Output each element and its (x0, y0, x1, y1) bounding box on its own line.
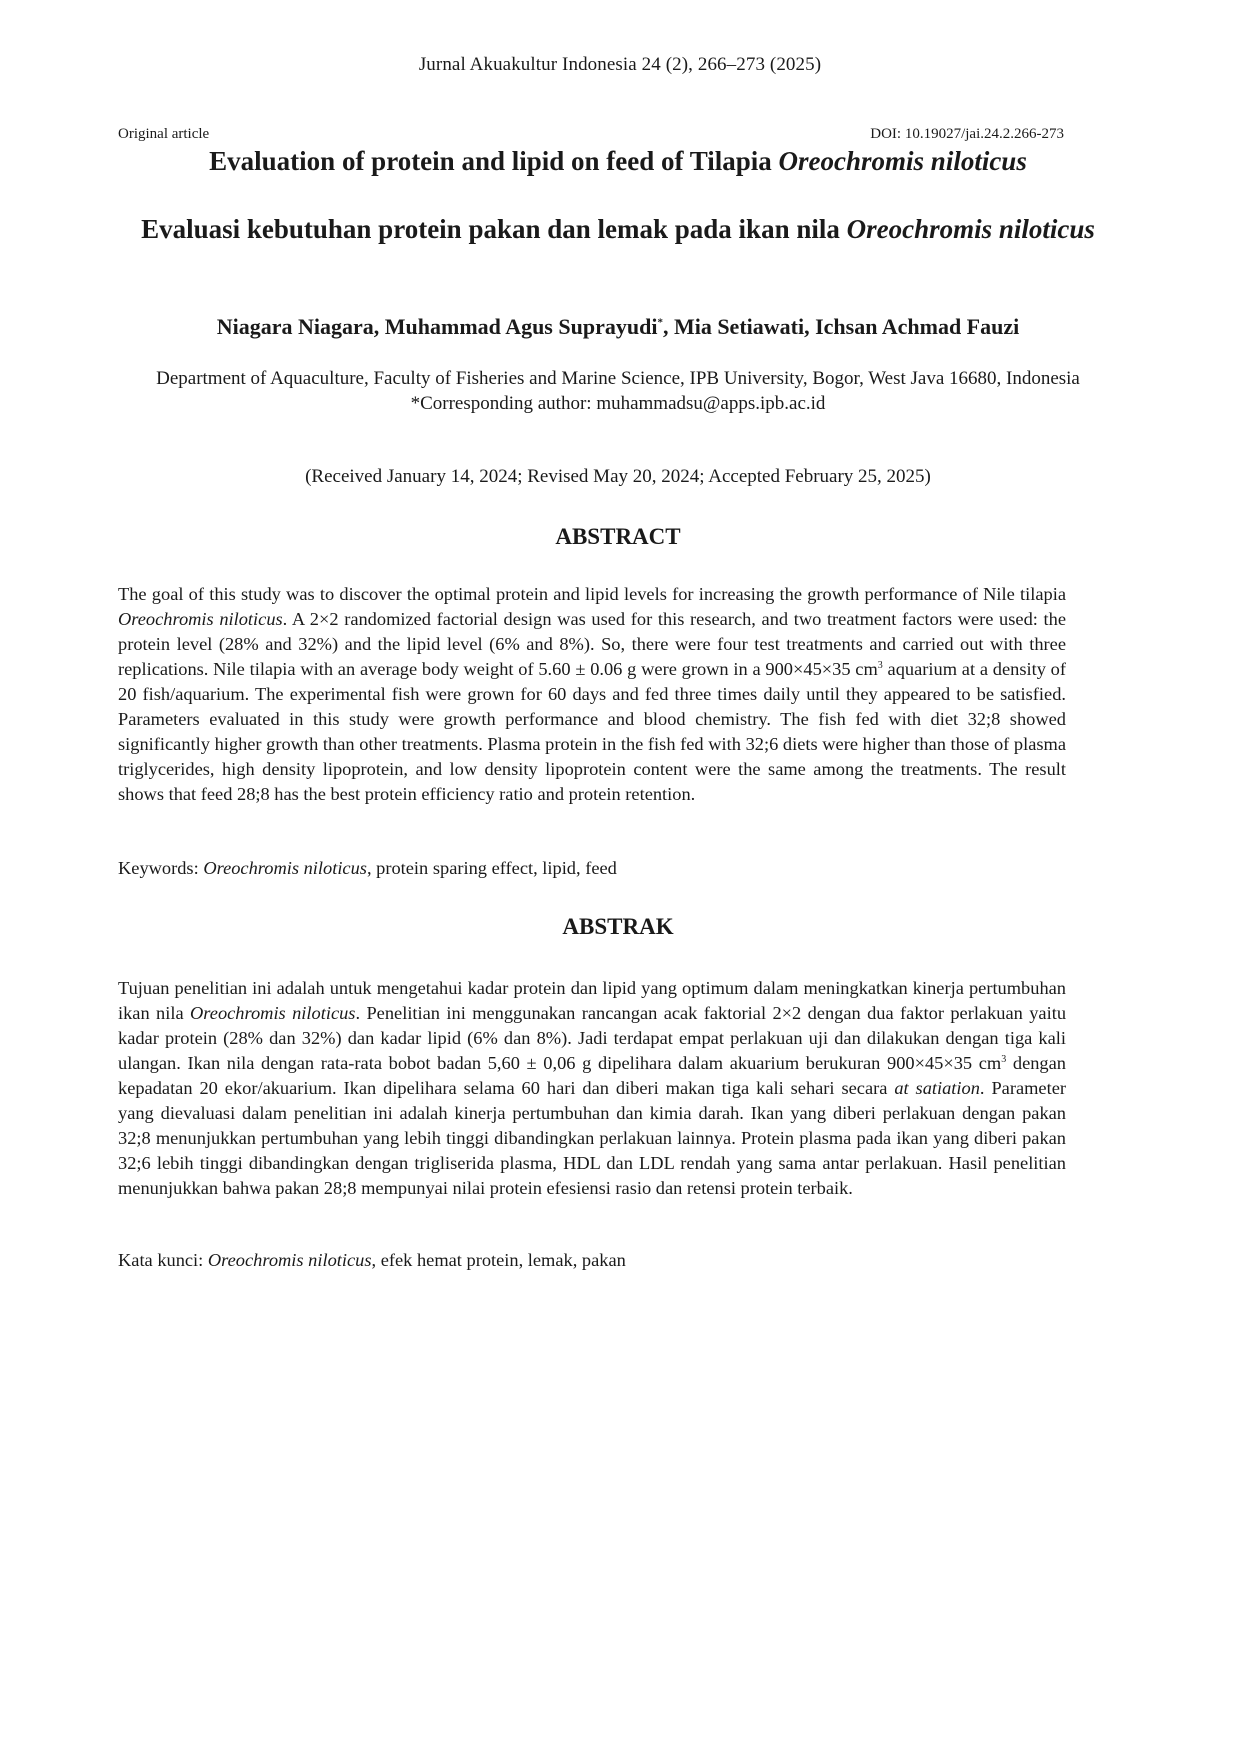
title-indonesian (118, 212, 1118, 246)
author-list (118, 314, 1118, 340)
title-indonesian-species: Oreochromis niloticus (846, 214, 1095, 244)
kata-kunci-label: Kata kunci: (118, 1250, 208, 1270)
abstrak-seg-4: . Parameter yang dievaluasi dalam penelitian ini adalah kinerja pertumbuhan dan kimia darah. Ikan yang diberi perlakuan dengan pakan 32;8 menunjukkan pertumbuhan yang lebih tinggi dibandingkan perlakuan lainnya. Protein plasma pada ikan yang diberi pakan 32;6 lebih tinggi dibandingkan dengan trigliserida plasma, HDL dan LDL rendah yang sama antar perlakuan. Hasil penelitian menunjukkan bahwa pakan 28;8 mempunyai nilai protein efesiensi rasio dan retensi protein terbaik. (118, 1078, 1066, 1198)
abstrak-seg-1: Tujuan penelitian ini adalah untuk mengetahui kadar protein dan lipid yang optimum dalam meningkatkan kinerja pertumbuhan ikan nila (118, 978, 1066, 1023)
abstract-seg-2: . A 2×2 randomized factorial design was used for this research, and two treatment factors were used: the protein level (28% and 32%) and the lipid level (6% and 8%). So, there were four test treatments and carried out with three replications. Nile tilapia with an average body weight of 5.60 ± 0.06 g were grown in a 900×45×35 cm (118, 609, 1066, 679)
abstract-seg-species: Oreochromis niloticus (118, 609, 283, 629)
kata-kunci-rest: , efek hemat protein, lemak, pakan (371, 1250, 626, 1270)
keywords-line (118, 856, 1066, 881)
authors-part-2: , Mia Setiawati, Ichsan Achmad Fauzi (662, 314, 1020, 339)
abstrak-heading: ABSTRAK (562, 914, 674, 939)
corresponding-author: *Corresponding author: muhammadsu@apps.ipb.ac.id (410, 393, 826, 414)
abstract-body (118, 582, 1066, 807)
abstrak-seg-2: . Penelitian ini menggunakan rancangan acak faktorial 2×2 dengan dua faktor perlakuan yaitu kadar protein (28% dan 32%) dan kadar lipid (6% dan 8%). Jadi terdapat empat perlakuan uji dan dilakukan dengan tiga kali ulangan. Ikan nila dengan rata-rata bobot badan 5,60 ± 0,06 g dipelihara dalam akuarium berukuran 900×45×35 cm (118, 1003, 1067, 1073)
abstract-seg-3: aquarium at a density of 20 fish/aquarium. The experimental fish were grown for 60 days and fed three times daily until they appeared to be satisfied. Parameters evaluated in this study were growth performance and blood chemistry. The fish fed with diet 32;8 showed significantly higher growth than other treatments. Plasma protein in the fish fed with 32;6 diets were higher than those of plasma triglycerides, high density lipoprotein, and low density lipoprotein content were the same among the treatments. The result shows that feed 28;8 has the best protein efficiency ratio and protein retention. (118, 659, 1066, 804)
kata-kunci-species: Oreochromis niloticus (207, 1250, 372, 1270)
affiliation-department: Department of Aquaculture, Faculty of Fisheries and Marine Science, IPB University, Bogor, West Java 16680, Indonesia (156, 368, 1080, 389)
title-english (118, 144, 1118, 178)
journal-header: Jurnal Akuakultur Indonesia 24 (2), 266–273 (2025) (418, 54, 822, 75)
keywords-species: Oreochromis niloticus (203, 858, 367, 878)
abstract-heading: ABSTRACT (555, 524, 681, 549)
corresponding-mark: * (657, 316, 663, 329)
abstrak-seg-3: dengan kepadatan 20 ekor/akuarium. Ikan dipelihara selama 60 hari dan diberi makan tiga kali sehari secara (118, 1053, 1066, 1098)
affiliation-block (118, 366, 1118, 416)
abstrak-body (118, 976, 1066, 1201)
kata-kunci-line (118, 1248, 1066, 1273)
title-indonesian-text: Evaluasi kebutuhan protein pakan dan lemak pada ikan nila (141, 214, 847, 244)
title-english-text: Evaluation of protein and lipid on feed of Tilapia (209, 146, 779, 176)
publication-dates: (Received January 14, 2024; Revised May 20, 2024; Accepted February 25, 2025) (305, 466, 931, 487)
abstrak-seg-species: Oreochromis niloticus (190, 1003, 356, 1023)
abstract-seg-superscript: 3 (877, 659, 883, 671)
article-type: Original article (118, 126, 210, 142)
abstrak-seg-superscript: 3 (1001, 1053, 1007, 1065)
title-english-species: Oreochromis niloticus (778, 146, 1027, 176)
keywords-label: Keywords: (118, 858, 204, 878)
article-meta-row (118, 126, 1064, 143)
abstrak-seg-at-satiation: at satiation (894, 1078, 980, 1098)
abstract-seg-1: The goal of this study was to discover the optimal protein and lipid levels for increasing the growth performance of Nile tilapia (118, 584, 1066, 604)
keywords-rest: , protein sparing effect, lipid, feed (366, 858, 617, 878)
authors-part-1: Niagara Niagara, Muhammad Agus Suprayudi (216, 314, 658, 339)
doi: DOI: 10.19027/jai.24.2.266-273 (870, 126, 1064, 142)
